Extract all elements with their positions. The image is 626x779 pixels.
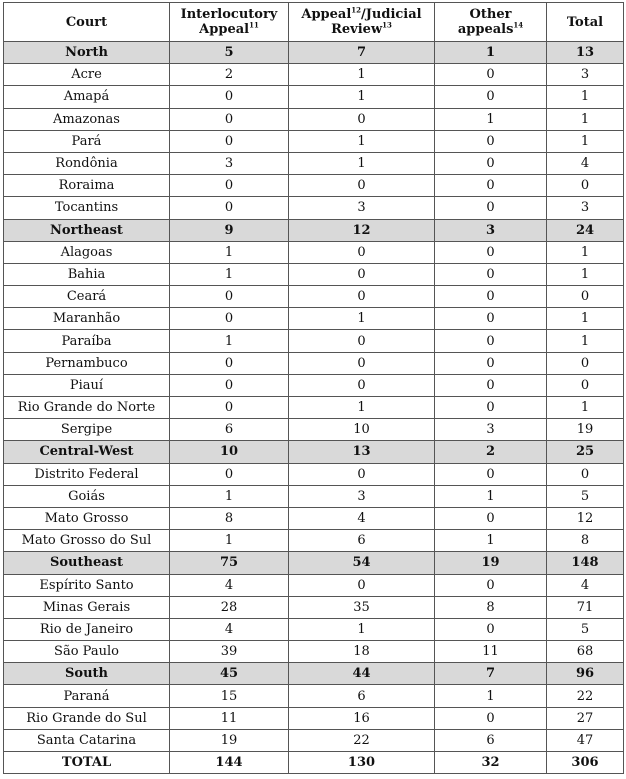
cell-interlocutory: 0 (170, 108, 289, 130)
cell-other: 0 (435, 397, 547, 419)
cell-other: 0 (435, 352, 547, 374)
cell-court: Minas Gerais (4, 596, 170, 618)
cell-other: 0 (435, 152, 547, 174)
cell-court: Alagoas (4, 241, 170, 263)
cell-appeal: 1 (289, 64, 435, 86)
cell-interlocutory: 11 (170, 707, 289, 729)
cell-court: Espírito Santo (4, 574, 170, 596)
cell-other: 0 (435, 263, 547, 285)
cell-court: Rio de Janeiro (4, 618, 170, 640)
cell-appeal: 16 (289, 707, 435, 729)
cell-appeal: 1 (289, 152, 435, 174)
cell-court: Mato Grosso do Sul (4, 530, 170, 552)
cell-total: 1 (547, 330, 624, 352)
cell-appeal: 0 (289, 330, 435, 352)
cell-interlocutory: 5 (170, 42, 289, 64)
cell-interlocutory: 1 (170, 330, 289, 352)
cell-total: 19 (547, 419, 624, 441)
cell-appeal: 7 (289, 42, 435, 64)
table-row (4, 64, 624, 86)
cell-interlocutory: 0 (170, 86, 289, 108)
cell-interlocutory: 15 (170, 685, 289, 707)
header-appeal-review: Appeal$^{12}$/Judicial Review$^{13}$ (289, 3, 435, 42)
cell-appeal: 35 (289, 596, 435, 618)
cell-total: 5 (547, 485, 624, 507)
table-row (4, 197, 624, 219)
cell-interlocutory: 2 (170, 64, 289, 86)
cell-appeal: 130 (289, 752, 435, 774)
cell-court: Rio Grande do Norte (4, 397, 170, 419)
cell-interlocutory: 0 (170, 308, 289, 330)
cell-appeal: 54 (289, 552, 435, 574)
cell-court: Rondônia (4, 152, 170, 174)
cell-total: 1 (547, 263, 624, 285)
header-other-appeals: Other appeals$^{14}$ (435, 3, 547, 42)
cell-total: 148 (547, 552, 624, 574)
cell-other: 0 (435, 463, 547, 485)
table-row (4, 286, 624, 308)
footnote-11: 11 (249, 20, 259, 30)
table-row (4, 463, 624, 485)
cell-total: 12 (547, 507, 624, 529)
cell-appeal: 3 (289, 197, 435, 219)
cell-other: 0 (435, 175, 547, 197)
table-row (4, 507, 624, 529)
cell-court: Ceará (4, 286, 170, 308)
cell-court: Sergipe (4, 419, 170, 441)
cell-other: 3 (435, 419, 547, 441)
cell-other: 0 (435, 286, 547, 308)
cell-court: Distrito Federal (4, 463, 170, 485)
cell-court: South (4, 663, 170, 685)
cell-appeal: 1 (289, 397, 435, 419)
table-body (4, 42, 624, 774)
cell-court: Bahia (4, 263, 170, 285)
cell-other: 2 (435, 441, 547, 463)
cell-appeal: 0 (289, 463, 435, 485)
cell-interlocutory: 6 (170, 419, 289, 441)
cell-interlocutory: 39 (170, 641, 289, 663)
cell-other: 0 (435, 707, 547, 729)
cell-other: 1 (435, 530, 547, 552)
table-row (4, 641, 624, 663)
cell-appeal: 1 (289, 308, 435, 330)
cell-court: Rio Grande do Sul (4, 707, 170, 729)
cell-court: Mato Grosso (4, 507, 170, 529)
cell-other: 1 (435, 685, 547, 707)
cell-total: 1 (547, 130, 624, 152)
cell-interlocutory: 0 (170, 374, 289, 396)
cell-total: 1 (547, 397, 624, 419)
cell-interlocutory: 0 (170, 463, 289, 485)
appeals-table (3, 2, 624, 774)
cell-appeal: 1 (289, 618, 435, 640)
cell-other: 0 (435, 241, 547, 263)
cell-court: North (4, 42, 170, 64)
cell-total: 1 (547, 241, 624, 263)
table-row (4, 707, 624, 729)
table-row (4, 618, 624, 640)
table-row (4, 352, 624, 374)
cell-court: Pernambuco (4, 352, 170, 374)
cell-total: 4 (547, 574, 624, 596)
cell-appeal: 0 (289, 175, 435, 197)
cell-total: 4 (547, 152, 624, 174)
cell-interlocutory: 1 (170, 241, 289, 263)
cell-total: 47 (547, 729, 624, 751)
table-row (4, 108, 624, 130)
cell-interlocutory: 4 (170, 618, 289, 640)
cell-other: 0 (435, 507, 547, 529)
table-row (4, 397, 624, 419)
cell-total: 22 (547, 685, 624, 707)
cell-appeal: 0 (289, 374, 435, 396)
cell-total: 3 (547, 197, 624, 219)
cell-interlocutory: 0 (170, 397, 289, 419)
table-row (4, 130, 624, 152)
cell-other: 0 (435, 64, 547, 86)
cell-appeal: 4 (289, 507, 435, 529)
cell-interlocutory: 0 (170, 352, 289, 374)
cell-interlocutory: 144 (170, 752, 289, 774)
cell-appeal: 0 (289, 574, 435, 596)
header-total: Total (547, 3, 624, 42)
cell-total: 1 (547, 86, 624, 108)
cell-court: Acre (4, 64, 170, 86)
table-row (4, 530, 624, 552)
table-row (4, 330, 624, 352)
cell-interlocutory: 1 (170, 263, 289, 285)
cell-appeal: 0 (289, 263, 435, 285)
cell-total: 27 (547, 707, 624, 729)
cell-interlocutory: 0 (170, 286, 289, 308)
cell-total: 96 (547, 663, 624, 685)
cell-court: Piauí (4, 374, 170, 396)
cell-appeal: 6 (289, 685, 435, 707)
cell-total: 0 (547, 286, 624, 308)
cell-court: Paraná (4, 685, 170, 707)
cell-total: 0 (547, 374, 624, 396)
cell-court: Southeast (4, 552, 170, 574)
cell-other: 1 (435, 108, 547, 130)
cell-appeal: 0 (289, 241, 435, 263)
region-row (4, 42, 624, 64)
cell-interlocutory: 9 (170, 219, 289, 241)
cell-appeal: 0 (289, 108, 435, 130)
cell-total: 0 (547, 352, 624, 374)
cell-court: Maranhão (4, 308, 170, 330)
cell-interlocutory: 19 (170, 729, 289, 751)
cell-court: Goiás (4, 485, 170, 507)
table-row (4, 241, 624, 263)
cell-appeal: 13 (289, 441, 435, 463)
cell-other: 11 (435, 641, 547, 663)
cell-appeal: 3 (289, 485, 435, 507)
header-interlocutory: Interlocutory Appeal$^{11}$ (170, 3, 289, 42)
region-row (4, 441, 624, 463)
cell-court: Amazonas (4, 108, 170, 130)
cell-appeal: 0 (289, 286, 435, 308)
footnote-14: 14 (513, 20, 524, 30)
cell-court: TOTAL (4, 752, 170, 774)
cell-other: 8 (435, 596, 547, 618)
cell-court: Amapá (4, 86, 170, 108)
table-row (4, 596, 624, 618)
cell-total: 68 (547, 641, 624, 663)
cell-other: 19 (435, 552, 547, 574)
table-row (4, 263, 624, 285)
cell-court: Tocantins (4, 197, 170, 219)
cell-other: 0 (435, 130, 547, 152)
cell-other: 0 (435, 574, 547, 596)
cell-appeal: 1 (289, 86, 435, 108)
cell-other: 0 (435, 308, 547, 330)
cell-total: 1 (547, 308, 624, 330)
cell-appeal: 44 (289, 663, 435, 685)
table-row (4, 419, 624, 441)
cell-interlocutory: 1 (170, 530, 289, 552)
cell-other: 32 (435, 752, 547, 774)
cell-interlocutory: 0 (170, 175, 289, 197)
cell-other: 6 (435, 729, 547, 751)
cell-total: 306 (547, 752, 624, 774)
region-row (4, 552, 624, 574)
cell-interlocutory: 0 (170, 130, 289, 152)
cell-other: 0 (435, 197, 547, 219)
cell-interlocutory: 28 (170, 596, 289, 618)
cell-total: 5 (547, 618, 624, 640)
total-row (4, 752, 624, 774)
cell-total: 0 (547, 175, 624, 197)
cell-total: 13 (547, 42, 624, 64)
table-row (4, 729, 624, 751)
table-row (4, 685, 624, 707)
cell-other: 1 (435, 42, 547, 64)
cell-appeal: 1 (289, 130, 435, 152)
cell-interlocutory: 75 (170, 552, 289, 574)
cell-court: Central-West (4, 441, 170, 463)
table-row (4, 86, 624, 108)
table-row (4, 374, 624, 396)
cell-court: Santa Catarina (4, 729, 170, 751)
table-row (4, 308, 624, 330)
cell-other: 0 (435, 374, 547, 396)
cell-total: 1 (547, 108, 624, 130)
region-row (4, 663, 624, 685)
cell-appeal: 0 (289, 352, 435, 374)
cell-interlocutory: 8 (170, 507, 289, 529)
cell-appeal: 6 (289, 530, 435, 552)
cell-total: 71 (547, 596, 624, 618)
cell-appeal: 12 (289, 219, 435, 241)
cell-other: 0 (435, 618, 547, 640)
cell-total: 8 (547, 530, 624, 552)
cell-interlocutory: 45 (170, 663, 289, 685)
cell-other: 0 (435, 86, 547, 108)
footnote-12: 12 (351, 5, 362, 15)
cell-interlocutory: 0 (170, 197, 289, 219)
cell-other: 7 (435, 663, 547, 685)
cell-court: São Paulo (4, 641, 170, 663)
cell-other: 0 (435, 330, 547, 352)
cell-court: Northeast (4, 219, 170, 241)
cell-interlocutory: 4 (170, 574, 289, 596)
cell-total: 24 (547, 219, 624, 241)
cell-appeal: 18 (289, 641, 435, 663)
cell-court: Pará (4, 130, 170, 152)
cell-court: Roraima (4, 175, 170, 197)
region-row (4, 219, 624, 241)
cell-total: 25 (547, 441, 624, 463)
table-row (4, 574, 624, 596)
cell-total: 0 (547, 463, 624, 485)
cell-appeal: 22 (289, 729, 435, 751)
cell-total: 3 (547, 64, 624, 86)
table-row (4, 485, 624, 507)
cell-interlocutory: 3 (170, 152, 289, 174)
cell-court: Paraíba (4, 330, 170, 352)
header-court: Court (4, 3, 170, 42)
header-row (4, 3, 624, 42)
cell-other: 3 (435, 219, 547, 241)
table-header (4, 3, 624, 42)
cell-interlocutory: 10 (170, 441, 289, 463)
table-row (4, 152, 624, 174)
cell-appeal: 10 (289, 419, 435, 441)
table-row (4, 175, 624, 197)
cell-interlocutory: 1 (170, 485, 289, 507)
cell-other: 1 (435, 485, 547, 507)
footnote-13: 13 (382, 20, 392, 30)
